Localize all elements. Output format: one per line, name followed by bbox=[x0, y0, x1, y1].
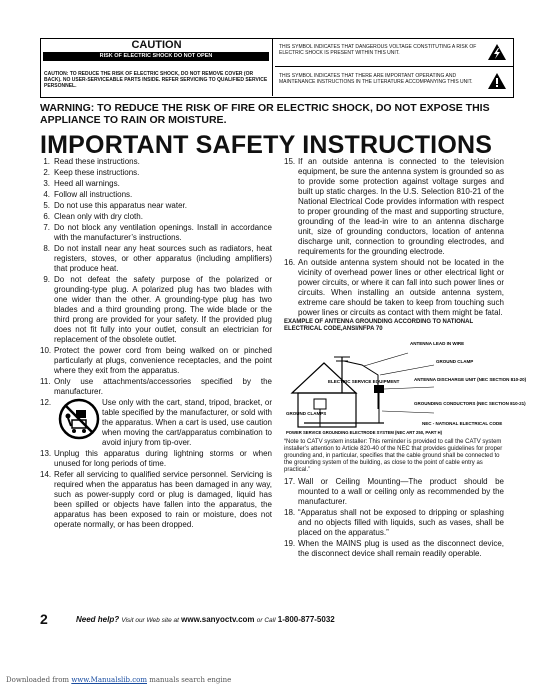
list-item bbox=[40, 223, 272, 243]
item-text: Do not defeat the safety purpose of the polarized or grounding-type plug. A polarized plug has two blades with one wider than the other. A grounding-type plug has two blades and a third grounding prong. The wide blade or the third prong are provided for your safety. If the provided plug does not fit fully into your outlet, consult an electrician for replacement of the obsolete outlet. bbox=[54, 275, 272, 344]
or-call-label: or Call bbox=[256, 617, 276, 624]
house-wall bbox=[298, 393, 356, 427]
label-lead-in: ANTENNA LEAD IN WIRE bbox=[410, 341, 465, 346]
list-item bbox=[40, 244, 272, 274]
item-number: 9. bbox=[43, 275, 50, 284]
download-suffix: manuals search engine bbox=[149, 676, 232, 684]
list-item bbox=[40, 470, 272, 530]
symbol-instructions-text: THIS SYMBOL INDICATES THAT THERE ARE IMPORTANT OPERATING AND MAINTENANCE INSTRUCTIONS IN THE LITERATURE ACCOMPANYING THIS UNIT. bbox=[279, 73, 473, 85]
label-discharge-unit: ANTENNA DISCHARGE UNIT (NEC SECTION 810-20) bbox=[414, 377, 527, 382]
list-item bbox=[40, 201, 272, 211]
list-item bbox=[284, 157, 504, 257]
list-item bbox=[284, 508, 504, 538]
list-item bbox=[40, 190, 272, 200]
page-title: IMPORTANT SAFETY INSTRUCTIONS bbox=[40, 131, 493, 159]
item-number: 11. bbox=[40, 377, 51, 386]
lead-in-wire bbox=[344, 361, 378, 409]
need-help-label: Need help? bbox=[76, 615, 120, 624]
list-item bbox=[40, 275, 272, 345]
item-text: Follow all instructions. bbox=[54, 190, 133, 199]
item-text: Wall or Ceiling Mounting—The product should be mounted to a wall or ceiling only as recommended by the manufacturer. bbox=[298, 477, 504, 506]
list-item bbox=[40, 398, 272, 448]
item-number: 3. bbox=[43, 179, 50, 188]
label-electric-service: ELECTRIC SERVICE EQUIPMENT bbox=[328, 379, 400, 384]
caution-bar: RISK OF ELECTRIC SHOCK DO NOT OPEN bbox=[43, 52, 269, 61]
item-number: 18. bbox=[284, 508, 296, 517]
item-text: Keep these instructions. bbox=[54, 168, 140, 177]
label-ground-clamps: GROUND CLAMPS bbox=[286, 411, 327, 416]
item-number: 16. bbox=[284, 258, 296, 267]
caution-panel bbox=[41, 39, 273, 96]
item-number: 2. bbox=[43, 168, 50, 177]
item-number: 13. bbox=[40, 449, 52, 458]
antenna-grounding-diagram bbox=[284, 335, 527, 437]
item-text: Only use attachments/accessories specified by the manufacturer. bbox=[54, 377, 272, 396]
grounding-example-title: EXAMPLE OF ANTENNA GROUNDING ACCORDING TO NATIONAL ELECTRICAL CODE,ANSI/NFPA 70 bbox=[284, 319, 473, 332]
item-text: If an outside antenna is connected to the television equipment, be sure the antenna system is grounded so as to provide some protection against voltage surges and built up static charges. In the U.S. Selection 810-21 of the National Electrical Code provides information with respect to proper grounding of the mast and supporting structure, grounding of the lead-in wire to an antenna discharge unit, size of grounding conductors, location of antenna discharge unit, connection to grounding electrodes, and requirements for the grounding electrode. bbox=[298, 157, 504, 256]
item-number: 1. bbox=[43, 157, 50, 166]
item-number: 12. bbox=[40, 398, 52, 407]
item-text: Do not install near any heat sources such as radiators, heat registers, stoves, or other apparatus (including amplifiers) that produce heat. bbox=[54, 244, 272, 273]
item-text: Refer all servicing to qualified service personnel. Servicing is required when the apparatus has been damaged in any way, such as power-supply cord or plug is damaged, liquid has been spilled or objects have fallen into the apparatus, the apparatus has been exposed to rain or moisture, does not operate normally, or has been dropped. bbox=[54, 470, 272, 529]
list-item bbox=[40, 377, 272, 397]
item-number: 10. bbox=[40, 346, 52, 355]
symbol-row-instructions bbox=[275, 68, 513, 96]
page-number: 2 bbox=[40, 611, 48, 627]
item-number: 7. bbox=[43, 223, 50, 232]
item-text: Do not use this apparatus near water. bbox=[54, 201, 187, 210]
caution-box bbox=[40, 38, 514, 98]
item-number: 14. bbox=[40, 470, 52, 479]
symbol-voltage-text: THIS SYMBOL INDICATES THAT DANGEROUS VOLTAGE CONSTITUTING A RISK OF ELECTRIC SHOCK IS PRESENT WITHIN THIS UNIT. bbox=[279, 44, 477, 56]
item-text: When the MAINS plug is used as the disconnect device, the disconnect device shall remain readily operable. bbox=[298, 539, 504, 558]
item-text: “Apparatus shall not be exposed to dripping or splashing and no objects filled with liquids, such as vases, shall be placed on the apparatus.” bbox=[298, 508, 504, 537]
label-nec: NEC - NATIONAL ELECTRICAL CODE bbox=[422, 421, 503, 426]
list-item bbox=[40, 449, 272, 469]
item-number: 8. bbox=[43, 244, 50, 253]
list-item bbox=[40, 168, 272, 178]
list-item bbox=[40, 212, 272, 222]
item-text: Do not block any ventilation openings. Install in accordance with the manufacturer’s instructions. bbox=[54, 223, 272, 242]
right-column bbox=[284, 157, 527, 560]
caution-title: CAUTION bbox=[131, 39, 182, 51]
service-box bbox=[314, 399, 326, 409]
item-text: Heed all warnings. bbox=[54, 179, 120, 188]
label-ground-clamp: GROUND CLAMP bbox=[436, 359, 474, 364]
lightning-warning-icon bbox=[487, 43, 507, 61]
download-prefix: Downloaded from bbox=[6, 676, 70, 684]
phone-number: 1-800-877-5032 bbox=[277, 615, 335, 624]
item-text: Use only with the cart, stand, tripod, bracket, or table specified by the manufacturer, or sold with the apparatus. When a cart is used, use caution when moving the cart/apparatus combination to avoid injury from tip-over. bbox=[102, 398, 272, 447]
help-line bbox=[76, 615, 335, 624]
page-footer bbox=[40, 613, 520, 627]
manualslib-link[interactable]: www.Manualslib.com bbox=[71, 676, 147, 684]
item-number: 15. bbox=[284, 157, 296, 166]
left-column bbox=[40, 157, 272, 531]
download-credit bbox=[6, 676, 231, 685]
item-number: 5. bbox=[43, 201, 50, 210]
website-link[interactable]: www.sanyoctv.com bbox=[181, 615, 255, 624]
item-number: 4. bbox=[43, 190, 50, 199]
item-number: 6. bbox=[43, 212, 50, 221]
item-number: 19. bbox=[284, 539, 296, 548]
list-item bbox=[40, 346, 272, 376]
label-grounding-conductors: GROUNDING CONDUCTORS (NEC SECTION 810-21) bbox=[414, 401, 526, 406]
discharge-unit bbox=[374, 385, 384, 393]
exclamation-warning-icon bbox=[487, 72, 507, 90]
list-item bbox=[284, 539, 504, 559]
cart-tipover-icon bbox=[58, 398, 100, 440]
item-text: Clean only with dry cloth. bbox=[54, 212, 143, 221]
list-item bbox=[40, 179, 272, 189]
item-text: Unplug this apparatus during lightning storms or when unused for long periods of time. bbox=[54, 449, 272, 468]
list-item bbox=[284, 258, 504, 318]
symbol-panel bbox=[275, 39, 513, 96]
item-number: 17. bbox=[284, 477, 296, 486]
catv-note: “Note to CATV system installer: This reminder is provided to call the CATV system installer’s attention to Article 820-40 of the NEC that provides guidelines for proper grounding and, in particular, specifies that the cable ground shall be connected to the grounding system of the building, as close to the point of cable entry as practical.” bbox=[284, 439, 503, 473]
list-item bbox=[40, 157, 272, 167]
label-power-service: POWER SERVICE GROUNDING ELECTRODE SYSTEM (NEC ART 250, PART H) bbox=[286, 430, 443, 435]
visit-label: Visit our Web site at bbox=[121, 617, 179, 624]
caution-text: CAUTION: TO REDUCE THE RISK OF ELECTRIC SHOCK, DO NOT REMOVE COVER (OR BACK). NO USER-SERVICEABLE PARTS INSIDE. REFER SERVICING TO QUALIFIED SERVICE PERSONNEL. bbox=[44, 71, 268, 89]
list-item bbox=[284, 477, 504, 507]
house-roof bbox=[292, 363, 356, 393]
warning-text: WARNING: TO REDUCE THE RISK OF FIRE OR ELECTRIC SHOCK, DO NOT EXPOSE THIS APPLIANCE TO RAIN OR MOISTURE. bbox=[40, 102, 490, 126]
item-text: Protect the power cord from being walked on or pinched particularly at plugs, convenience receptacles, and the point where they exit from the apparatus. bbox=[54, 346, 272, 375]
item-text: Read these instructions. bbox=[54, 157, 140, 166]
symbol-row-voltage bbox=[275, 39, 513, 67]
item-text: An outside antenna system should not be located in the vicinity of overhead power lines or other electrical light or power circuits, or where it can fall into such power lines or circuits. When installing an outside antenna system, extreme care should be taken to keep from touching such power lines or circuits as contact with them might be fatal. bbox=[298, 258, 504, 317]
